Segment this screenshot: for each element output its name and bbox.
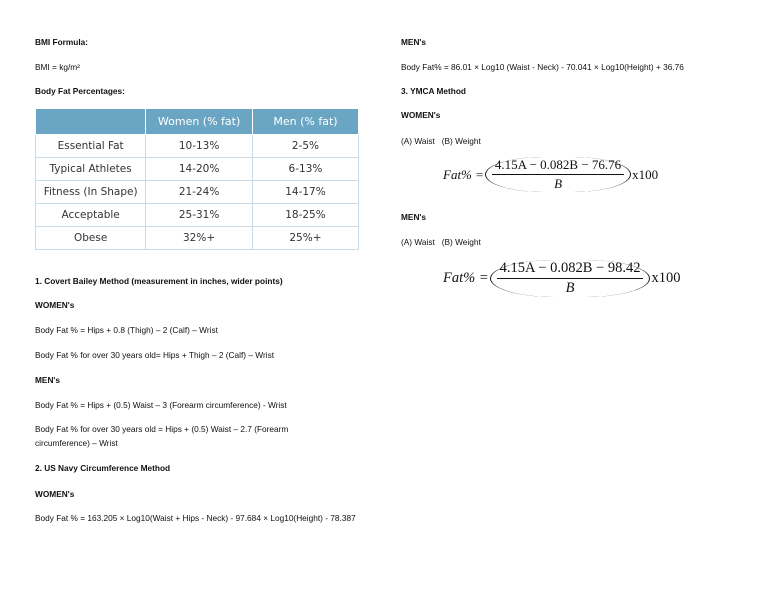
navy-heading: 2. US Navy Circumference Method <box>35 463 171 473</box>
formula-denominator: B <box>554 176 563 191</box>
table-cell: 32%+ <box>146 227 253 250</box>
formula-denominator: B <box>565 280 575 296</box>
bmi-formula-label: BMI Formula: <box>35 37 89 47</box>
ymca-heading: 3. YMCA Method <box>401 86 466 96</box>
ymca-women-variables: (A) Waist (B) Weight <box>401 136 481 146</box>
table-cell: 6-13% <box>252 158 358 181</box>
formula-lhs: Fat% = <box>443 166 484 182</box>
table-row <box>36 227 359 250</box>
table-row <box>36 158 359 181</box>
ymca-men-heading: MEN's <box>401 212 427 222</box>
ymca-men-variables: (A) Waist (B) Weight <box>401 237 481 247</box>
table-cell: 25-31% <box>146 204 253 227</box>
table-cell: 14-20% <box>146 158 253 181</box>
table-row <box>36 135 359 158</box>
covert-men-formula-1: Body Fat % = Hips + (0.5) Waist – 3 (Forearm circumference) - Wrist <box>35 400 287 410</box>
formula-lhs: Fat% = <box>443 270 489 286</box>
covert-women-formula-2: Body Fat % for over 30 years old= Hips + Thigh – 2 (Calf) – Wrist <box>35 350 275 360</box>
table-cell: Fitness (In Shape) <box>36 181 146 204</box>
navy-women-formula: Body Fat % = 163.205 × Log10(Waist + Hips - Neck) - 97.684 × Log10(Height) - 78.387 <box>35 513 356 523</box>
covert-men-formula-2: Body Fat % for over 30 years old = Hips + (0.5) Waist – 2.7 (Forearm circumference) – Wrist <box>35 424 289 448</box>
formula-fraction <box>492 157 624 192</box>
table-cell: 21-24% <box>146 181 253 204</box>
table-header-women: Women (% fat) <box>146 109 253 135</box>
covert-women-formula-1: Body Fat % = Hips + 0.8 (Thigh) – 2 (Calf) – Wrist <box>35 325 218 335</box>
table-cell: Typical Athletes <box>36 158 146 181</box>
formula-suffix: x100 <box>651 270 681 286</box>
table-cell: 25%+ <box>252 227 358 250</box>
bmi-formula: BMI = kg/m² <box>35 62 80 72</box>
formula-fraction <box>497 260 644 297</box>
formula-parentheses <box>490 260 651 297</box>
navy-men-heading: MEN's <box>401 37 427 47</box>
formula-numerator: 4.15A − 0.082B − 98.42 <box>497 260 644 279</box>
ymca-women-formula <box>443 157 658 192</box>
formula-parentheses <box>485 157 631 192</box>
formula-suffix: x100 <box>632 166 659 182</box>
covert-men-heading: MEN's <box>35 375 61 385</box>
body-fat-table <box>35 108 359 250</box>
formula-numerator: 4.15A − 0.082B − 76.76 <box>492 157 624 175</box>
body-fat-label: Body Fat Percentages: <box>35 86 125 96</box>
table-cell: 2-5% <box>252 135 358 158</box>
covert-women-heading: WOMEN's <box>35 300 75 310</box>
table-cell: Essential Fat <box>36 135 146 158</box>
table-cell: 14-17% <box>252 181 358 204</box>
table-cell: Acceptable <box>36 204 146 227</box>
table-cell: 18-25% <box>252 204 358 227</box>
table-header-row <box>36 109 359 135</box>
table-cell: Obese <box>36 227 146 250</box>
table-row <box>36 181 359 204</box>
ymca-women-heading: WOMEN's <box>401 110 441 120</box>
navy-women-heading: WOMEN's <box>35 489 75 499</box>
table-row <box>36 204 359 227</box>
ymca-men-formula <box>443 260 680 297</box>
navy-men-formula: Body Fat% = 86.01 × Log10 (Waist - Neck) - 70.041 × Log10(Height) + 36.76 <box>401 62 684 72</box>
table-header-blank <box>36 109 146 135</box>
table-cell: 10-13% <box>146 135 253 158</box>
covert-bailey-heading: 1. Covert Bailey Method (measurement in inches, wider points) <box>35 276 283 286</box>
table-header-men: Men (% fat) <box>252 109 358 135</box>
